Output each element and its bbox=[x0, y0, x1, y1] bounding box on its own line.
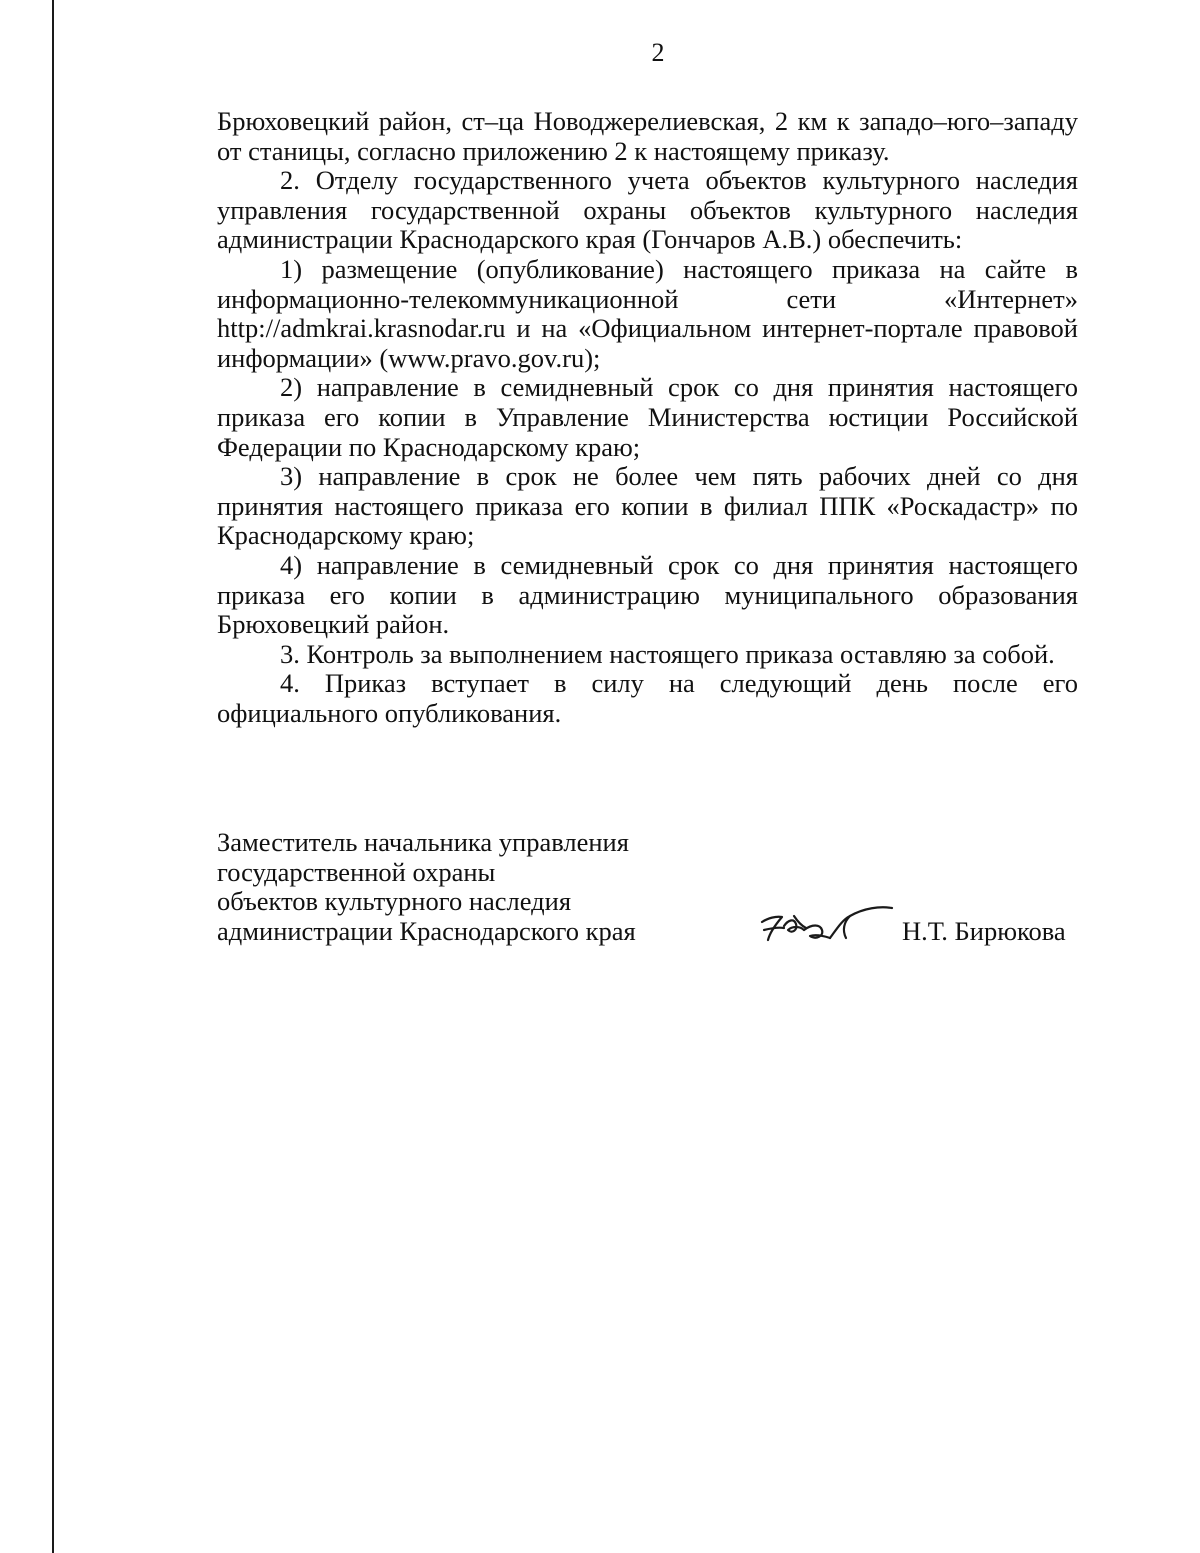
document-body bbox=[217, 107, 1078, 728]
paragraph-subitem-1: 1) размещение (опубликование) настоящего приказа на сайте в информационно-телекоммуникационной сети «Интернет» http://admkrai.krasnodar.ru и на «Официальном интернет-портале правовой информации» (www.pravo.gov.ru); bbox=[217, 253, 1078, 373]
signer-position-line-3: объектов культурного наследия bbox=[217, 886, 572, 917]
paragraph-item-3: 3. Контроль за выполнением настоящего приказа оставляю за собой. bbox=[280, 638, 1055, 669]
page-number: 2 bbox=[651, 38, 665, 67]
signer-position-line-1: Заместитель начальника управления bbox=[217, 827, 629, 857]
signature-block bbox=[217, 828, 1078, 946]
paragraph-item-2: 2. Отделу государственного учета объектов культурного наследия управления государственной охраны объектов культурного наследия администрации Краснодарского края (Гончаров А.В.) обеспечить: bbox=[217, 165, 1078, 255]
paragraph-subitem-4: 4) направление в семидневный срок со дня принятия настоящего приказа его копии в администрацию муниципального образования Брюховецкий район. bbox=[217, 549, 1078, 640]
paragraph-item-4: 4. Приказ вступает в силу на следующий день после его официального опубликования. bbox=[217, 668, 1078, 728]
signer-position-line-4: администрации Краснодарского края bbox=[217, 915, 636, 946]
signer-name: Н.Т. Бирюкова bbox=[902, 915, 1066, 946]
paragraph-subitem-2: 2) направление в семидневный срок со дня принятия настоящего приказа его копии в Управление Министерства юстиции Российской Федерации по Краснодарскому краю; bbox=[217, 372, 1078, 462]
handwritten-signature bbox=[754, 886, 894, 952]
signer-position-line-2: государственной охраны bbox=[217, 856, 496, 887]
page-left-edge-line bbox=[52, 0, 54, 1553]
paragraph-subitem-3: 3) направление в срок не более чем пять рабочих дней со дня принятия настоящего приказа его копии в филиал ППК «Роскадастр» по Краснодарскому краю; bbox=[217, 461, 1078, 551]
paragraph-continuation: Брюховецкий район, ст–ца Новоджерелиевская, 2 км к западо–юго–западу от станицы, согласно приложению 2 к настоящему приказу. bbox=[217, 106, 1078, 166]
